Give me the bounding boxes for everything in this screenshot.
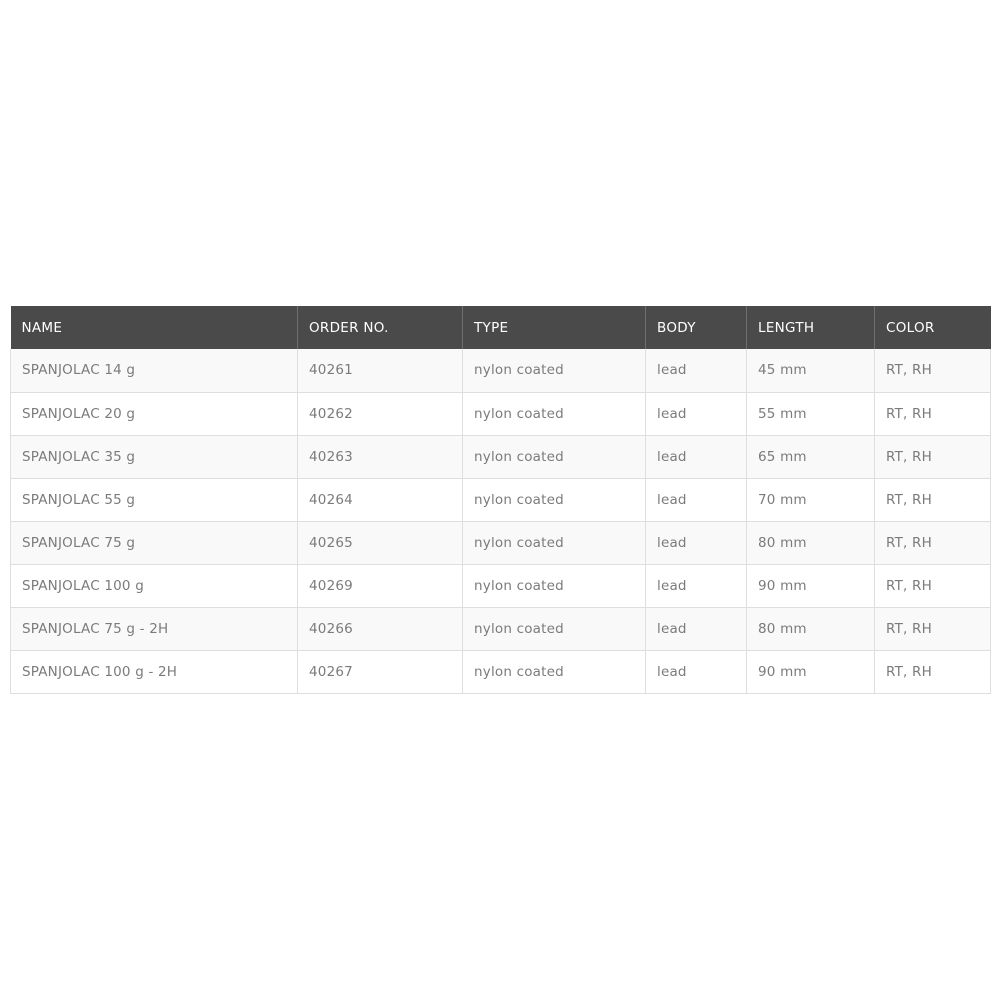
cell-length: 65 mm — [747, 435, 875, 478]
cell-type: nylon coated — [463, 392, 646, 435]
header-order-no: ORDER NO. — [298, 306, 463, 349]
cell-body: lead — [646, 478, 747, 521]
cell-order-no: 40264 — [298, 478, 463, 521]
table-row — [11, 607, 991, 650]
cell-color: RT, RH — [875, 564, 991, 607]
cell-length: 90 mm — [747, 650, 875, 693]
header-row — [11, 306, 991, 349]
cell-color: RT, RH — [875, 521, 991, 564]
cell-color: RT, RH — [875, 349, 991, 392]
cell-order-no: 40269 — [298, 564, 463, 607]
table-row — [11, 564, 991, 607]
cell-body: lead — [646, 564, 747, 607]
cell-type: nylon coated — [463, 435, 646, 478]
cell-body: lead — [646, 521, 747, 564]
table-row — [11, 650, 991, 693]
cell-color: RT, RH — [875, 478, 991, 521]
header-body: BODY — [646, 306, 747, 349]
header-name: NAME — [11, 306, 298, 349]
cell-order-no: 40261 — [298, 349, 463, 392]
cell-length: 80 mm — [747, 521, 875, 564]
cell-type: nylon coated — [463, 521, 646, 564]
cell-type: nylon coated — [463, 607, 646, 650]
cell-type: nylon coated — [463, 349, 646, 392]
cell-body: lead — [646, 650, 747, 693]
cell-name: SPANJOLAC 35 g — [11, 435, 298, 478]
header-type: TYPE — [463, 306, 646, 349]
cell-type: nylon coated — [463, 478, 646, 521]
cell-name: SPANJOLAC 75 g - 2H — [11, 607, 298, 650]
cell-body: lead — [646, 435, 747, 478]
cell-length: 90 mm — [747, 564, 875, 607]
table-row — [11, 435, 991, 478]
table-row — [11, 521, 991, 564]
cell-color: RT, RH — [875, 435, 991, 478]
cell-type: nylon coated — [463, 564, 646, 607]
table-row — [11, 349, 991, 392]
cell-color: RT, RH — [875, 392, 991, 435]
cell-type: nylon coated — [463, 650, 646, 693]
cell-name: SPANJOLAC 100 g — [11, 564, 298, 607]
table-row — [11, 478, 991, 521]
product-spec-table — [10, 306, 991, 694]
cell-length: 55 mm — [747, 392, 875, 435]
header-length: LENGTH — [747, 306, 875, 349]
cell-length: 80 mm — [747, 607, 875, 650]
cell-name: SPANJOLAC 55 g — [11, 478, 298, 521]
cell-order-no: 40263 — [298, 435, 463, 478]
cell-body: lead — [646, 392, 747, 435]
header-color: COLOR — [886, 319, 935, 336]
cell-color: RT, RH — [875, 650, 991, 693]
cell-body: lead — [646, 607, 747, 650]
cell-name: SPANJOLAC 20 g — [11, 392, 298, 435]
cell-length: 45 mm — [747, 349, 875, 392]
table-body — [11, 349, 991, 693]
cell-order-no: 40265 — [298, 521, 463, 564]
cell-name: SPANJOLAC 14 g — [11, 349, 298, 392]
table-row — [11, 392, 991, 435]
cell-length: 70 mm — [747, 478, 875, 521]
cell-order-no: 40266 — [298, 607, 463, 650]
cell-name: SPANJOLAC 100 g - 2H — [11, 650, 298, 693]
cell-order-no: 40262 — [298, 392, 463, 435]
cell-body: lead — [646, 349, 747, 392]
table-header — [11, 306, 991, 349]
cell-color: RT, RH — [875, 607, 991, 650]
cell-order-no: 40267 — [298, 650, 463, 693]
cell-name: SPANJOLAC 75 g — [11, 521, 298, 564]
